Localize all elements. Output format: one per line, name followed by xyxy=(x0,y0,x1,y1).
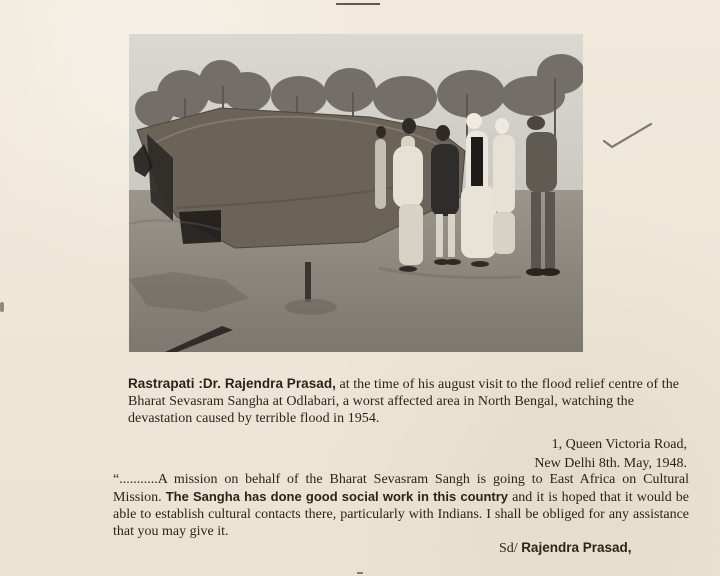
caption-text: at the time of his august visit to the flood relief centre of the Bharat Sevasram Sangha at Odlabari, a worst affected area in North Bengal, watching the devastation caused by terrible flood in 1954. xyxy=(128,377,680,426)
signature xyxy=(499,540,689,557)
quote-part-1: “...........A mission on behalf of the Bharat Sevasram Sangh is going to East Africa on Cultural Mission. xyxy=(113,472,689,505)
signature-prefix: Sd/ xyxy=(499,541,522,556)
historical-photo xyxy=(129,34,583,352)
address-line-1: 1, Queen Victoria Road, xyxy=(551,437,687,452)
signature-name: Rajendra Prasad, xyxy=(521,540,632,555)
top-rule xyxy=(336,3,380,5)
letter-quote xyxy=(113,471,689,540)
caption-name: Rastrapati :Dr. Rajendra Prasad, xyxy=(128,376,336,391)
address-line-2: New Delhi 8th. May, 1948. xyxy=(534,456,687,471)
historical-photo-illustration xyxy=(129,34,583,352)
bottom-mark xyxy=(357,572,363,574)
letter-address xyxy=(452,435,687,473)
photo-caption xyxy=(128,375,688,427)
margin-mark xyxy=(0,302,4,312)
checkmark-icon xyxy=(602,121,654,149)
quote-bold-text: The Sangha has done good social work in this country xyxy=(165,489,509,504)
quote-part-2: and it is hoped that it would be able to establish cultural contacts there, particularly with Indians. I shall be obliged for any assistance that you may give it. xyxy=(113,490,690,539)
